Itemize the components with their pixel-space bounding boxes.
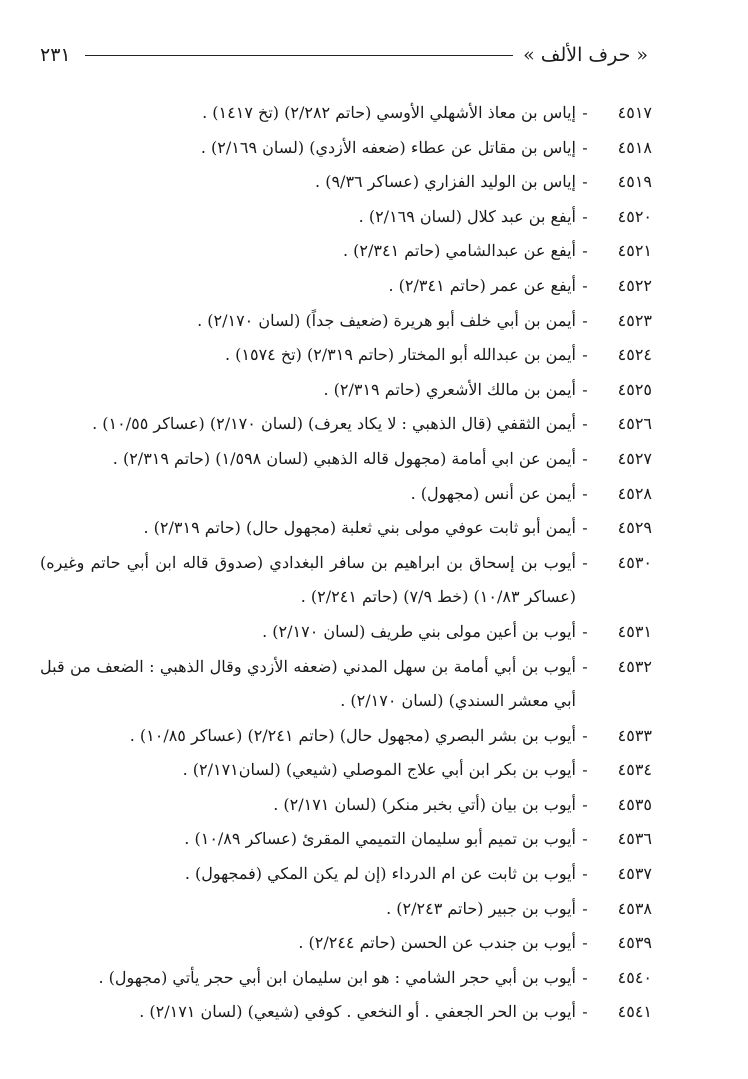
entry-number: ٤٥٣٠ [617, 552, 652, 572]
entry-number: ٤٥٣٥ [617, 794, 652, 814]
entry-number: ٤٥١٨ [617, 137, 652, 157]
entry-number: ٤٥٢٥ [617, 379, 652, 399]
entry-row [40, 961, 652, 996]
header-rule [85, 55, 514, 56]
entry-row [40, 165, 652, 200]
entry-row [40, 131, 652, 166]
entry-dash: - [582, 656, 588, 676]
entry-list [40, 96, 652, 1030]
entry-row [40, 995, 652, 1030]
entry-number: ٤٥٣٦ [617, 829, 652, 849]
entry-row [40, 546, 652, 615]
entry-text: إياس بن الوليد الفزاري (عساكر ٩/٣٦) . [315, 172, 576, 192]
entry-text: أيوب بن بكر ابن أبي علاج الموصلي (شيعي) (لسان٢/١٧١) . [182, 760, 576, 780]
entry-dash: - [582, 794, 588, 814]
entry-number: ٤٥٢٠ [617, 206, 652, 226]
entry-text: أيمن أبو ثابت عوفي مولى بني ثعلبة (مجهول حال) (حاتم ٢/٣١٩) . [143, 518, 576, 538]
entry-dash: - [582, 379, 588, 399]
entry-row [40, 96, 652, 131]
entry-dash: - [582, 967, 588, 987]
entry-row [40, 822, 652, 857]
entry-row [40, 373, 652, 408]
entry-number: ٤٥٢٧ [617, 448, 652, 468]
entry-row [40, 511, 652, 546]
entry-text: أيوب بن تميم أبو سليمان التميمي المقرئ (عساكر ١٠/٨٩) . [184, 829, 576, 849]
entry-number: ٤٥٢٣ [617, 310, 652, 330]
running-header [40, 38, 648, 72]
entry-dash: - [582, 103, 588, 122]
entry-row [40, 788, 652, 823]
entry-number: ٤٥٣١ [617, 621, 652, 641]
entry-number: ٤٥٢٢ [617, 275, 652, 295]
entry-dash: - [582, 1002, 588, 1022]
entry-text: أيوب بن الحر الجعفي . أو النخعي . كوفي (شيعي) (لسان ٢/١٧١) . [139, 1002, 576, 1022]
entry-row [40, 753, 652, 788]
entry-number: ٤٥٣٣ [617, 725, 652, 745]
entry-row [40, 719, 652, 754]
entry-number: ٤٥٢٤ [617, 345, 652, 365]
entry-number: ٤٥٢٨ [617, 483, 652, 503]
entry-number: ٤٥٣٨ [617, 898, 652, 918]
entry-number: ٤٥٣٤ [617, 760, 652, 780]
entry-dash: - [582, 275, 588, 295]
entry-dash: - [582, 725, 588, 745]
entry-dash: - [582, 310, 588, 330]
entry-row [40, 650, 652, 719]
entry-text: أيوب بن أعين مولى بني طريف (لسان ٢/١٧٠) . [262, 621, 576, 641]
entry-text: أيوب بن إسحاق بن ابراهيم بن سافر البغدادي (صدوق قاله ابن أبي حاتم وغيره) (عساكر ١٠/٨٣) (خط ٧/٩) (حاتم ٢/٢٤١) . [40, 552, 577, 607]
entry-dash: - [582, 137, 588, 157]
entry-number: ٤٥٣٧ [617, 864, 652, 884]
entry-number: ٤٥٤٠ [617, 967, 652, 987]
entry-dash: - [582, 206, 588, 226]
entry-number: ٤٥١٧ [617, 103, 652, 122]
entry-row [40, 338, 652, 373]
entry-text: أيوب بن بيان (أتي بخبر منكر) (لسان ٢/١٧١) . [273, 794, 576, 814]
entry-text: أيمن بن أبي خلف أبو هريرة (ضعيف جداً) (لسان ٢/١٧٠) . [197, 310, 576, 330]
entry-dash: - [582, 414, 588, 434]
entry-text: إياس بن مقاتل عن عطاء (ضعفه الأزدي) (لسان ٢/١٦٩) . [200, 137, 576, 157]
entry-text: أيوب بن أبي أمامة بن سهل المدني (ضعفه الأزدي وقال الذهبي : الضعف من قبل أبي معشر السندي) (لسان ٢/١٧٠) . [40, 656, 576, 711]
chapter-title: « حرف الألف » [523, 44, 648, 66]
entry-number: ٤٥٤١ [617, 1002, 652, 1022]
entry-dash: - [582, 483, 588, 503]
entry-row [40, 926, 652, 961]
entry-number: ٤٥٢٦ [617, 414, 652, 434]
page-number: ٢٣١ [40, 44, 71, 66]
entry-text: أيمن عن أنس (مجهول) . [410, 483, 576, 503]
entry-row [40, 477, 652, 512]
entry-text: أيمن بن عبدالله أبو المختار (حاتم ٢/٣١٩) (تخ ١٥٧٤) . [224, 345, 576, 365]
entry-row [40, 442, 652, 477]
entry-row [40, 304, 652, 339]
entry-dash: - [582, 345, 588, 365]
entry-number: ٤٥١٩ [617, 172, 652, 192]
entry-text: أيفع عن عمر (حاتم ٢/٣٤١) . [388, 275, 576, 295]
entry-row [40, 269, 652, 304]
entry-text: أيمن عن ابي أمامة (مجهول قاله الذهبي (لسان ١/٥٩٨) (حاتم ٢/٣١٩) . [112, 448, 576, 468]
entry-dash: - [582, 864, 588, 884]
entry-text: أيوب بن ثابت عن ام الدرداء (إن لم يكن المكي (فمجهول) . [184, 864, 576, 884]
entry-number: ٤٥٣٩ [617, 933, 652, 953]
entry-dash: - [582, 448, 588, 468]
entry-number: ٤٥٢٩ [617, 518, 652, 538]
entry-dash: - [582, 241, 588, 261]
entry-row [40, 407, 652, 442]
entry-text: أيوب بن جندب عن الحسن (حاتم ٢/٢٤٤) . [298, 933, 576, 953]
entry-row [40, 892, 652, 927]
entry-dash: - [582, 760, 588, 780]
entry-dash: - [582, 552, 588, 572]
entry-dash: - [582, 829, 588, 849]
entry-dash: - [582, 933, 588, 953]
entry-text: أيمن بن مالك الأشعري (حاتم ٢/٣١٩) . [323, 379, 576, 399]
entry-text: أيمن الثقفي (قال الذهبي : لا يكاد يعرف) (لسان ٢/١٧٠) (عساكر ١٠/٥٥) . [92, 414, 576, 434]
entry-dash: - [582, 898, 588, 918]
entry-dash: - [582, 518, 588, 538]
entry-row [40, 200, 652, 235]
entry-text: أيوب بن بشر البصري (مجهول حال) (حاتم ٢/٢٤١) (عساكر ١٠/٨٥) . [129, 725, 576, 745]
entry-text: أيوب بن أبي حجر الشامي : هو ابن سليمان ابن أبي حجر يأتي (مجهول) . [98, 967, 576, 987]
entry-row [40, 615, 652, 650]
entry-row [40, 857, 652, 892]
entry-dash: - [582, 172, 588, 192]
entry-text: أيفع عن عبدالشامي (حاتم ٢/٣٤١) . [342, 241, 576, 261]
entry-number: ٤٥٢١ [617, 241, 652, 261]
entry-text: أيوب بن جبير (حاتم ٢/٢٤٣) . [386, 898, 576, 918]
entry-number: ٤٥٣٢ [617, 656, 652, 676]
entry-dash: - [582, 621, 588, 641]
entry-text: إياس بن معاذ الأشهلي الأوسي (حاتم ٢/٢٨٢) (تخ ١٤١٧) . [202, 103, 576, 122]
entry-text: أيفع بن عبد كلال (لسان ٢/١٦٩) . [358, 206, 576, 226]
entry-row [40, 234, 652, 269]
